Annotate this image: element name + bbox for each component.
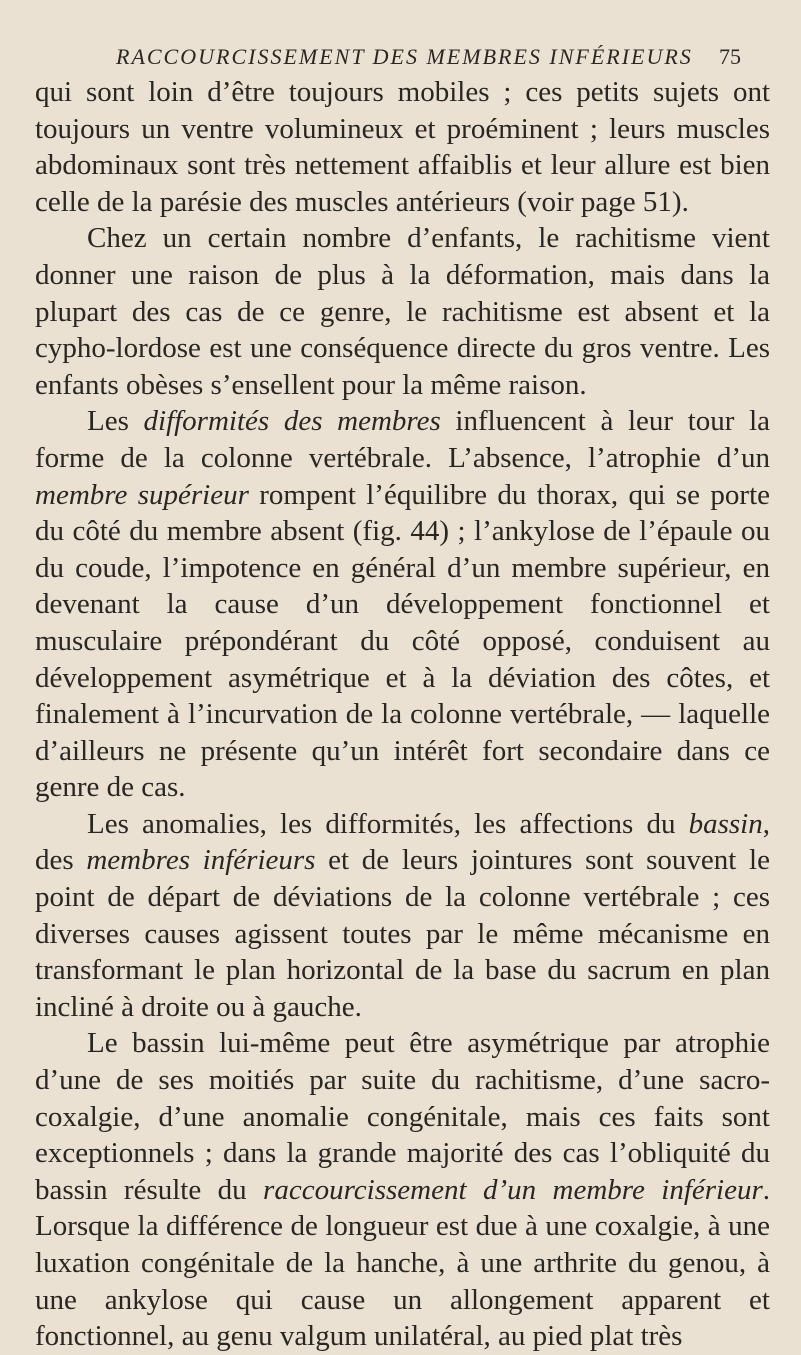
running-header (116, 44, 741, 70)
running-title: RACCOURCISSEMENT DES MEMBRES INFÉRIEURS (116, 44, 693, 69)
italic-phrase: membres inférieurs (86, 844, 316, 877)
text-run: rompent l’équilibre du thorax, qui se porte du côté du membre absent (fig. 44) ; l’ankylose de l’épaule ou du coude, l’impotence en général d’un membre supérieur, en devenant la cause d’un développement fonctionnel et musculaire prépondérant du côté opposé, conduisent au développement asymétrique et à la déviation des côtes, et finalement à l’incurvation de la colonne vertébrale, — laquelle d’ailleurs ne présente qu’un intérêt fort secondaire dans ce genre de cas. (35, 478, 770, 804)
text-run: . Lorsque la différence de longueur est due à une coxalgie, à une luxation congénitale de la hanche, à une arthrite du genou, à une ankylose qui cause un allongement apparent et fonctionnel, au genu valgum unilatéral, au pied plat très (35, 1173, 770, 1353)
text-run: influencent à leur tour la forme de la colonne vertébrale. L’absence, l’atrophie d’un (35, 405, 770, 474)
paragraph (35, 1025, 770, 1354)
italic-phrase: bassin (688, 807, 763, 840)
text-run: et de leurs jointures sont souvent le point de départ de déviations de la colonne vertébrale ; ces diverses causes agissent toutes par le même mécanisme en transformant le plan horizontal de la base du sacrum en plan incliné à droite ou à gauche. (35, 844, 770, 1023)
paragraph (35, 403, 770, 806)
paragraph (35, 806, 770, 1026)
italic-phrase: raccourcissement d’un membre inférieur (263, 1173, 763, 1206)
text-run: Le bassin lui-même peut être asymétrique par atrophie d’une de ses moitiés par suite du rachitisme, d’une sacro-coxalgie, d’une anomalie congénitale, mais ces faits sont exceptionnels ; dans la grande majorité des cas l’obliquité du bassin résulte du (35, 1027, 770, 1206)
italic-phrase: membre supérieur (35, 478, 249, 511)
text-run: , des (35, 807, 770, 877)
paragraph (35, 74, 770, 220)
text-run: Les (87, 405, 144, 438)
paragraph (35, 220, 770, 403)
text-run: Les anomalies, les difformités, les affections du (87, 807, 689, 840)
page-number: 75 (719, 44, 741, 69)
body-text (35, 74, 770, 1355)
italic-phrase: difformités des membres (143, 405, 441, 438)
text-run: qui sont loin d’être toujours mobiles ; ces petits sujets ont toujours un ventre volumineux et proéminent ; leurs muscles abdominaux sont très nettement affaiblis et leur allure est bien celle de la parésie des muscles antérieurs (voir page 51). (35, 76, 770, 218)
text-run: Chez un certain nombre d’enfants, le rachitisme vient donner une raison de plus à la déformation, mais dans la plupart des cas de ce genre, le rachitisme est absent et la cyphо-lordose est une conséquence directe du gros ventre. Les enfants obèses s’ensellent pour la même raison. (35, 222, 770, 401)
